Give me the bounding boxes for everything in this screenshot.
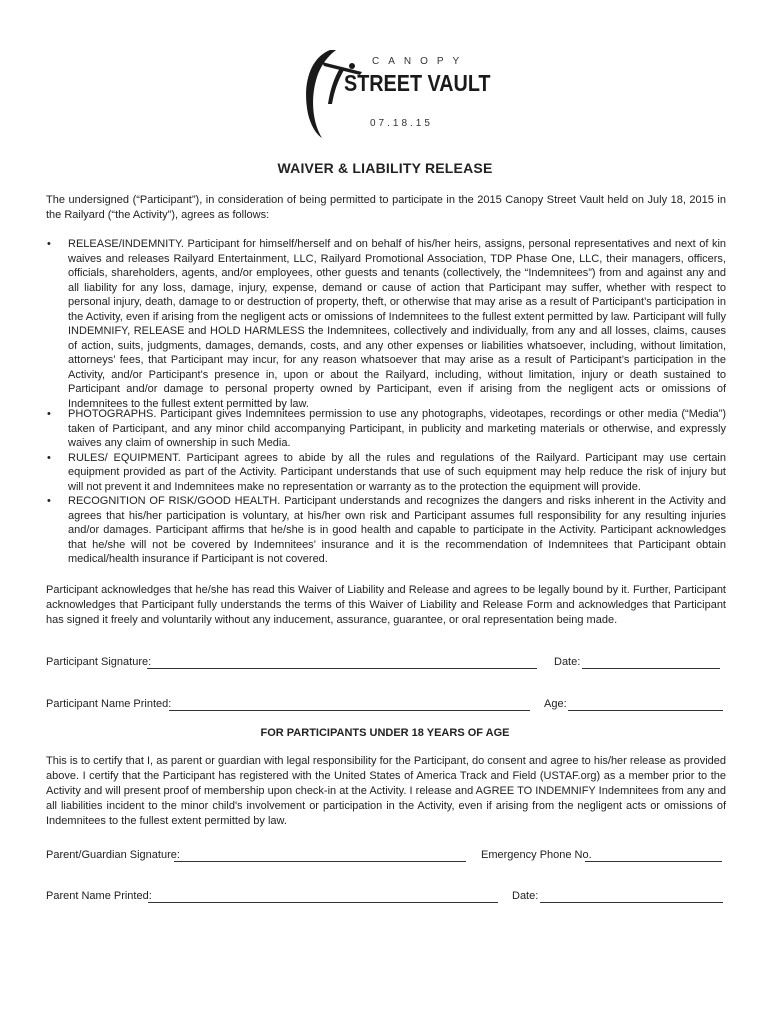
guardian-paragraph: This is to certify that I, as parent or guardian with legal responsibility for the Participant, do consent and agree to his/her release as provided above. I certify that the Participant has registered with the United States of America Track and Field (USTAF.org) as a member prior to the Activity and will present proof of membership upon check-in at the Activity. I release and AGREE TO INDEMNIFY Indemnitees from any and all liabilities incident to the minor child's involvement or participation in the Activity, even if arising from the negligent acts or omissions of Indemnitees to the fullest extent permitted by law. xyxy=(46,755,726,827)
parent-name-field[interactable] xyxy=(148,902,498,903)
guardian-signature-row xyxy=(46,849,726,865)
event-logo xyxy=(300,44,491,144)
term-rules-equipment: • RULES/ EQUIPMENT. Participant agrees to abide by all the rules and regulations of the Railyard. Participant may use certain equipment provided as part of the Activity. Participant understands that use of such equipment may help reduce the risk of injury but will not prevent it and Indemnitees make no representation or warranty as to the protection the equipment will provide. xyxy=(46,451,726,495)
participant-name-row xyxy=(46,698,726,714)
guardian-signature-label: Parent/Guardian Signature: xyxy=(46,849,180,861)
logo-street-vault-text: STREET VAULT xyxy=(344,70,491,96)
term-release-indemnity: • RELEASE/INDEMNITY. Participant for himself/herself and on behalf of his/her heirs, assigns, personal representatives and next of kin waives and releases Railyard Entertainment, LLC, Railyard Promotional Association, TDP Phase One, LLC, their managers, officers, officials, shareholders, agents, and/or employees, other guests and tenants (collectively, the “Indemnitees”) from and against any and all liability for any loss, damage, injury, expense, demand or cause of action that Participant may suffer, whether with respect to personal injury, death, damage to or destruction of property, theft, or otherwise that may arise as a result of Participant’s participation in the Activity, even if arising from the negligent acts or omissions of Indemnitees to the fullest extent permitted by law. Participant will fully INDEMNIFY, RELEASE and HOLD HARMLESS the Indemnitees, collectively and individually, from any and all losses, claims, causes of action, suits, judgments, damages, demands, costs, and any other expenses or liabilities whatsoever, including, without limitation, attorneys’ fees, that Participant may incur, for any reason whatsoever that may arise as a result of Participant’s participation in the Activity, and/or Participant's presence in, upon or about the Railyard, including, without limitation, injury or death sustained to Participant and/or damage to personal property owned by Participant, even if arising from the negligent acts or omissions of Indemnitees to the fullest extent permitted by law. xyxy=(46,237,726,411)
participant-name-label: Participant Name Printed: xyxy=(46,698,172,710)
logo-canopy-text: CANOPY xyxy=(372,56,469,67)
acknowledgement-paragraph: Participant acknowledges that he/she has read this Waiver of Liability and Release and agrees to be legally bound by it. Further, Participant acknowledges that Participant fully understands the terms of this Waiver of Liability and Release Form and acknowledges that Participant has signed it freely and voluntarily without any inducement, assurance, guarantee, or oral representation being made. xyxy=(46,584,726,626)
intro-paragraph: The undersigned (“Participant”), in consideration of being permitted to participate in the 2015 Canopy Street Vault held on July 18, 2015 in the Railyard (“the Activity”), agrees as follows: xyxy=(46,194,726,221)
participant-age-label: Age: xyxy=(544,698,567,710)
participant-name-field[interactable] xyxy=(169,710,530,711)
participant-signature-field[interactable] xyxy=(147,668,537,669)
participant-date-field[interactable] xyxy=(582,668,720,669)
guardian-signature-field[interactable] xyxy=(174,861,466,862)
minors-heading: FOR PARTICIPANTS UNDER 18 YEARS OF AGE xyxy=(260,727,510,739)
parent-name-label: Parent Name Printed: xyxy=(46,890,152,902)
emergency-phone-label: Emergency Phone No. xyxy=(481,849,592,861)
participant-age-field[interactable] xyxy=(568,710,723,711)
parent-date-field[interactable] xyxy=(540,902,723,903)
parent-name-row xyxy=(46,890,726,906)
participant-date-label: Date: xyxy=(554,656,581,668)
participant-signature-label: Participant Signature: xyxy=(46,656,152,668)
document-title: WAIVER & LIABILITY RELEASE xyxy=(277,160,493,176)
term-risk-health: • RECOGNITION OF RISK/GOOD HEALTH. Participant understands and recognizes the dangers and risks inherent in the Activity and agrees that his/her participation is voluntary, at his/her own risk and Participant assumes full responsibility for any resulting injuries and/or damages. Participant affirms that he/she is in good health and capable to participate in the Activity. Participant acknowledges that he/she will not be covered by Indemnitees’ insurance and it is the recommendation of Indemnitees that Participant obtain medical/health insurance if Participant is not covered. xyxy=(46,494,726,567)
emergency-phone-field[interactable] xyxy=(585,861,722,862)
terms-list-2 xyxy=(46,407,726,567)
terms-list xyxy=(46,237,726,411)
parent-date-label: Date: xyxy=(512,890,539,902)
participant-signature-row xyxy=(46,656,726,672)
term-photographs: • PHOTOGRAPHS. Participant gives Indemnitees permission to use any photographs, videotapes, recordings or other media (“Media”) taken of Participant, and any minor child accompanying Participant, in publicity and marketing materials or otherwise, and expressly waives any claim of ownership in such Media. xyxy=(46,407,726,451)
logo-date-text: 07.18.15 xyxy=(370,118,433,129)
